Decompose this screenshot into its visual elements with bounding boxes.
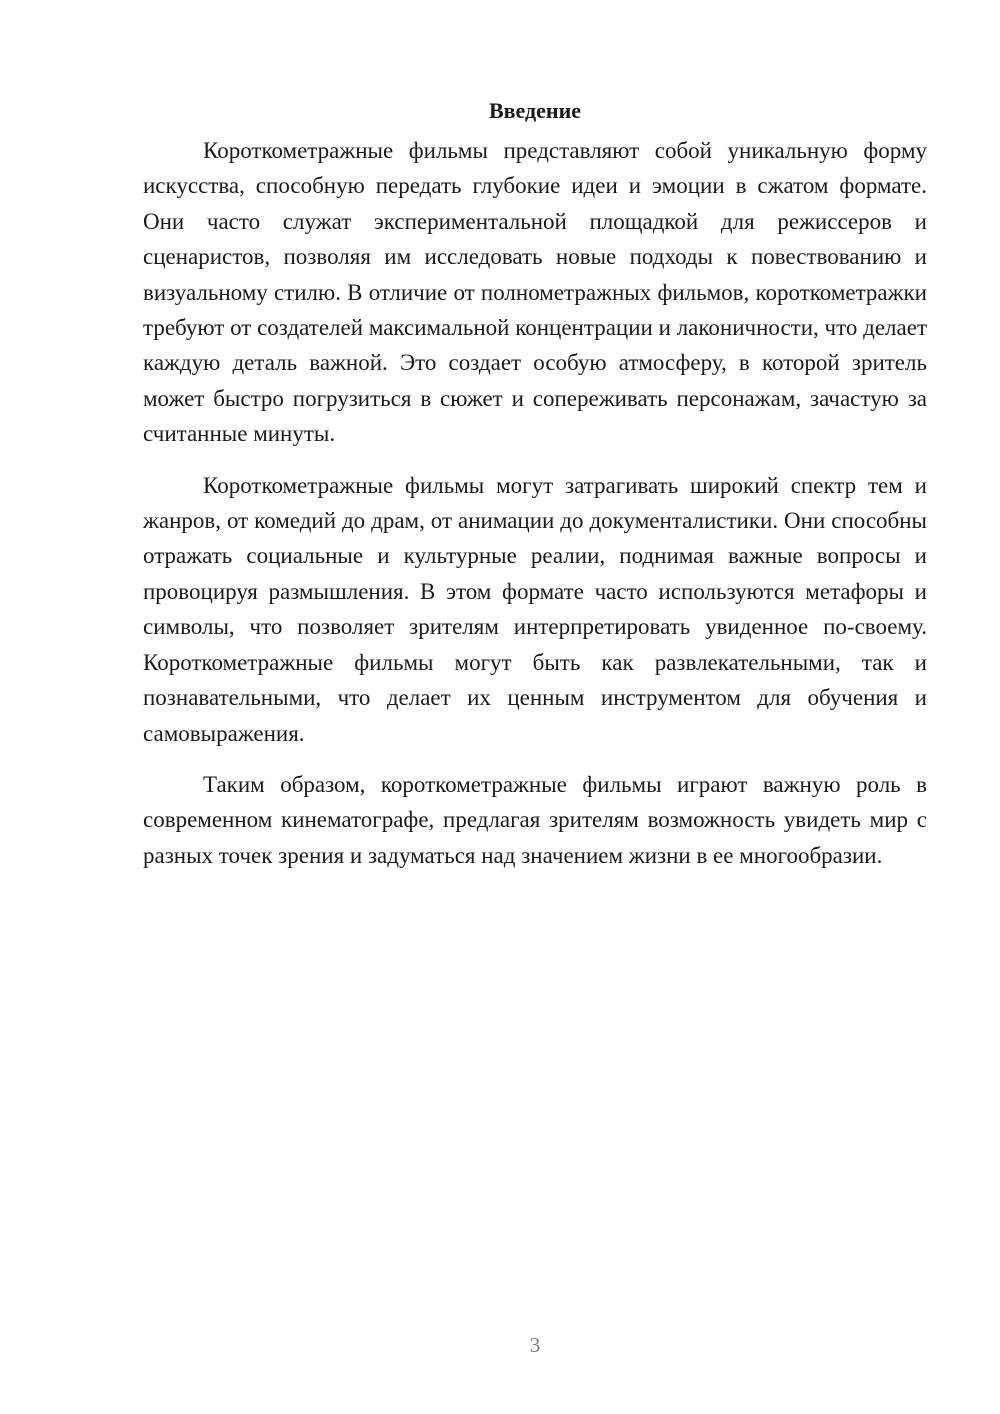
- paragraph-3: Таким образом, короткометражные фильмы играют важную роль в современном кинематографе, предлагая зрителям возможность увидеть мир с разных точек зрения и задуматься над значением жизни в ее многообразии.: [143, 771, 927, 868]
- page-content: [143, 96, 927, 889]
- section-title: Введение: [488, 98, 582, 123]
- paragraph-2: Короткометражные фильмы могут затрагивать широкий спектр тем и жанров, от комедий до драм, от анимации до документалистики. Они способны отражать социальные и культурные реалии, поднимая важные вопросы и провоцируя размышления. В этом формате часто используются метафоры и символы, что позволяет зрителям интерпретировать увиденное по-своему. Короткометражные фильмы могут быть как развлекательными, так и познавательными, что делает их ценным инструментом для обучения и самовыражения.: [143, 472, 927, 746]
- paragraph-1: Короткометражные фильмы представляют собой уникальную форму искусства, способную передать глубокие идеи и эмоции в сжатом формате. Они часто служат экспериментальной площадкой для режиссеров и сценаристов, позволяя им исследовать новые подходы к повествованию и визуальному стилю. В отличие от полнометражных фильмов, короткометражки требуют от создателей максимальной концентрации и лаконичности, что делает каждую деталь важной. Это создает особую атмосферу, в которой зритель может быстро погрузиться в сюжет и сопереживать персонажам, зачастую за считанные минуты.: [143, 138, 927, 447]
- page-number: 3: [529, 1333, 541, 1357]
